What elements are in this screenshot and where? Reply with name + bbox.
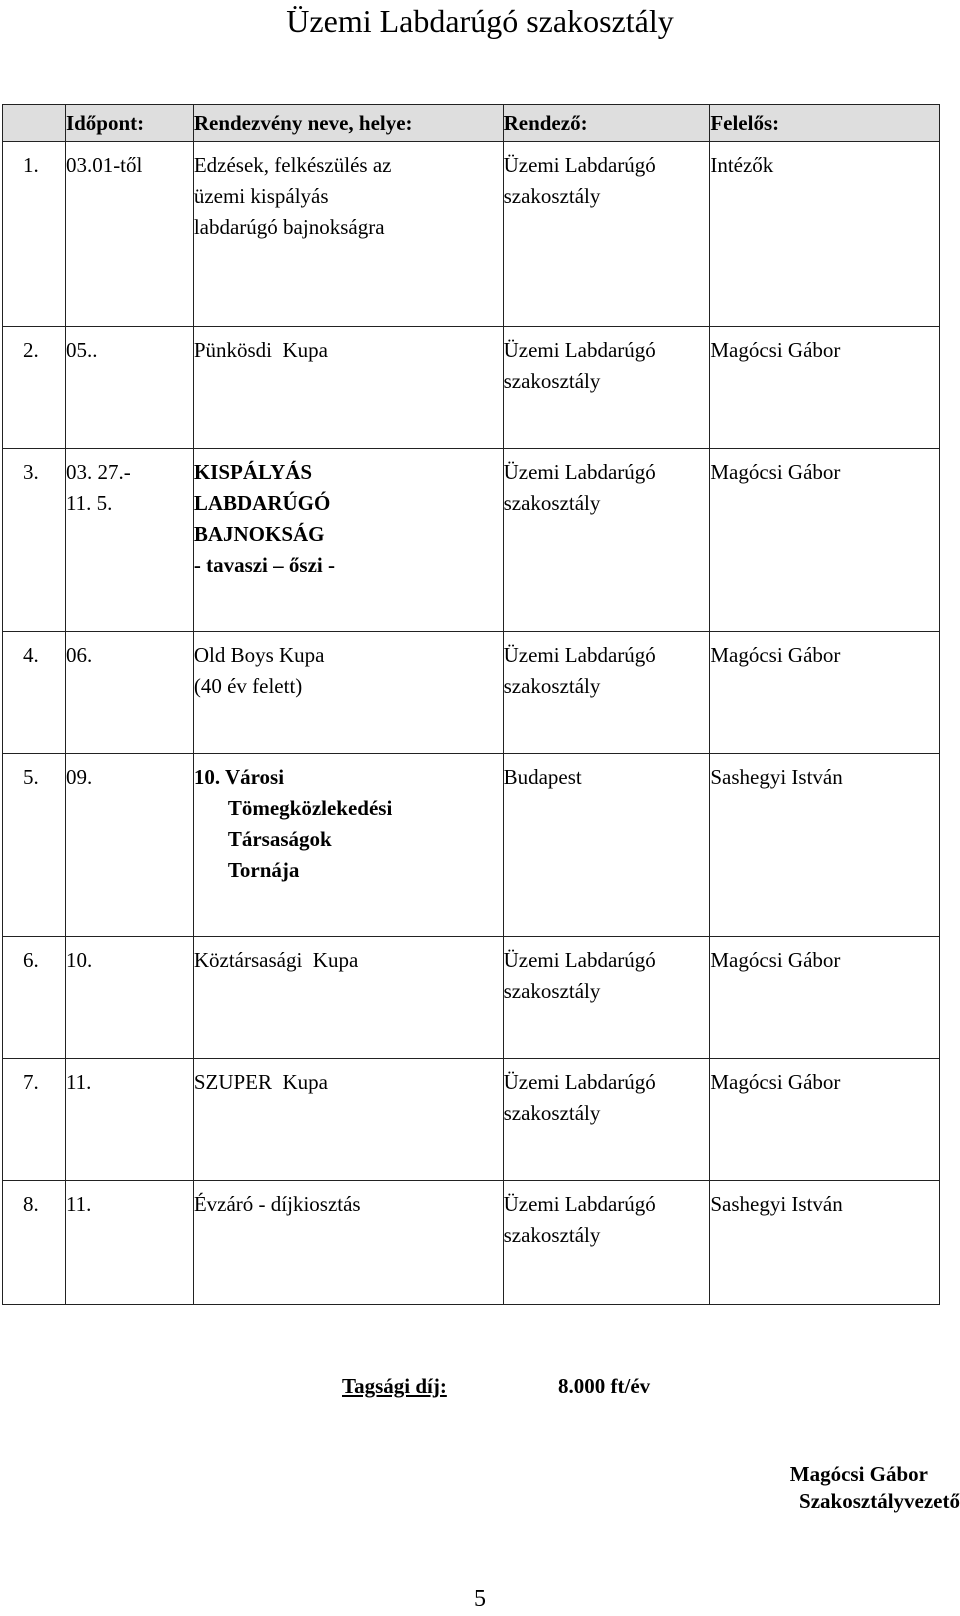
schedule-table <box>2 104 940 1305</box>
table-row <box>3 327 940 449</box>
row-event-line1: 10. Városi <box>193 765 285 789</box>
row-num: 5. <box>3 754 66 937</box>
signature-role: Szakosztályvezető <box>799 1489 960 1513</box>
row-responsible: Sashegyi István <box>710 1181 940 1305</box>
row-date: 03.01-től <box>65 142 193 327</box>
header-organizer: Rendező: <box>503 105 710 142</box>
header-date: Időpont: <box>65 105 193 142</box>
row-responsible: Sashegyi István <box>710 754 940 937</box>
row-responsible: Magócsi Gábor <box>710 1059 940 1181</box>
row-date: 06. <box>65 632 193 754</box>
signature-name: Magócsi Gábor <box>789 1462 928 1486</box>
row-responsible: Magócsi Gábor <box>710 327 940 449</box>
row-date: 10. <box>65 937 193 1059</box>
table-row <box>3 937 940 1059</box>
row-responsible: Intézők <box>710 142 940 327</box>
table-row <box>3 449 940 632</box>
membership-fee-label: Tagsági díj: <box>342 1374 447 1398</box>
row-responsible: Magócsi Gábor <box>710 632 940 754</box>
row-event: KISPÁLYÁS LABDARÚGÓ BAJNOKSÁG - tavaszi – őszi - <box>193 449 503 632</box>
row-num: 6. <box>3 937 66 1059</box>
row-event: SZUPER Kupa <box>193 1059 503 1181</box>
row-event: Köztársasági Kupa <box>193 937 503 1059</box>
row-organizer: Üzemi Labdarúgó szakosztály <box>503 142 710 327</box>
row-date: 09. <box>65 754 193 937</box>
row-num: 1. <box>3 142 66 327</box>
row-date: 11. <box>65 1059 193 1181</box>
row-organizer: Üzemi Labdarúgó szakosztály <box>503 937 710 1059</box>
row-date: 11. <box>65 1181 193 1305</box>
row-event: Évzáró - díjkiosztás <box>193 1181 503 1305</box>
row-num: 2. <box>3 327 66 449</box>
row-responsible: Magócsi Gábor <box>710 937 940 1059</box>
table-row <box>3 754 940 937</box>
table-row <box>3 142 940 327</box>
table-row <box>3 1181 940 1305</box>
row-event: Old Boys Kupa (40 év felett) <box>193 632 503 754</box>
membership-fee-value: 8.000 ft/év <box>558 1374 651 1398</box>
row-num: 3. <box>3 449 66 632</box>
page-number: 5 <box>474 1586 486 1612</box>
table-row <box>3 1059 940 1181</box>
table-header-row <box>3 105 940 142</box>
page-title: Üzemi Labdarúgó szakosztály <box>286 3 674 39</box>
header-event: Rendezvény neve, helye: <box>193 105 503 142</box>
row-organizer: Budapest <box>503 754 710 937</box>
row-num: 8. <box>3 1181 66 1305</box>
row-organizer: Üzemi Labdarúgó szakosztály <box>503 1059 710 1181</box>
row-organizer: Üzemi Labdarúgó szakosztály <box>503 449 710 632</box>
row-date: 03. 27.- 11. 5. <box>65 449 193 632</box>
table-row <box>3 632 940 754</box>
header-responsible: Felelős: <box>710 105 940 142</box>
row-organizer: Üzemi Labdarúgó szakosztály <box>503 632 710 754</box>
header-num <box>3 105 66 142</box>
row-num: 7. <box>3 1059 66 1181</box>
row-event: Pünkösdi Kupa <box>193 327 503 449</box>
row-organizer: Üzemi Labdarúgó szakosztály <box>503 1181 710 1305</box>
row-date: 05.. <box>65 327 193 449</box>
row-organizer: Üzemi Labdarúgó szakosztály <box>503 327 710 449</box>
row-responsible: Magócsi Gábor <box>710 449 940 632</box>
row-num: 4. <box>3 632 66 754</box>
row-event-rest: Tömegközlekedési Társaságok Tornája <box>227 796 393 882</box>
row-event: Edzések, felkészülés az üzemi kispályás labdarúgó bajnokságra <box>193 142 503 327</box>
row-event <box>193 754 503 937</box>
